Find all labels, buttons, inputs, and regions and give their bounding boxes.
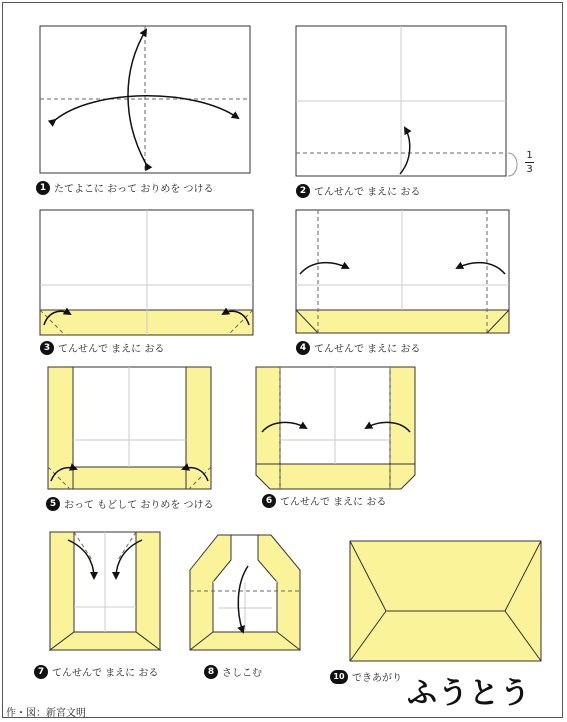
- step-10-text: できあがり: [352, 673, 402, 684]
- step-4-caption: [296, 340, 420, 355]
- step-1-diagram: [40, 26, 250, 173]
- step-3-text: てんせんで まえに おる: [58, 344, 165, 355]
- step-3-diagram: [40, 210, 253, 335]
- step-6-text: てんせんで まえに おる: [280, 497, 387, 508]
- step-4-number: 4: [296, 341, 310, 355]
- step-1-number: 1: [36, 181, 50, 195]
- step-4-diagram: [296, 210, 509, 333]
- step-8-number: 8: [204, 665, 218, 679]
- step-10-caption: [330, 669, 402, 684]
- step-1-caption: [36, 180, 214, 195]
- step-7-number: 7: [34, 665, 48, 679]
- step-2-text: てんせんで まえに おる: [314, 187, 421, 198]
- fraction-denominator: 3: [526, 164, 533, 175]
- fraction-one-third: [525, 150, 534, 175]
- step-2-caption: [296, 183, 420, 198]
- step-6-number: 6: [262, 494, 276, 508]
- author-credit: 作・図：新宮文明: [6, 708, 86, 719]
- step-5-text: おって もどして おりめを つける: [64, 500, 214, 511]
- step-5-caption: [46, 496, 214, 511]
- step-7-diagram: [50, 532, 160, 650]
- page-title: ふうとう: [407, 676, 531, 711]
- step-2-number: 2: [296, 184, 310, 198]
- step-1-text: たてよこに おって おりめを つける: [54, 184, 214, 195]
- step-7-caption: [34, 664, 158, 679]
- fraction-numerator: 1: [526, 150, 533, 161]
- step-8-diagram: [190, 535, 300, 650]
- step-5-diagram: [48, 367, 211, 489]
- step-5-number: 5: [46, 497, 60, 511]
- step-3-number: 3: [40, 341, 54, 355]
- step-8-caption: [204, 664, 262, 679]
- step-2-diagram: [296, 26, 517, 176]
- step-6-diagram: [256, 367, 415, 489]
- step-10-number: 10: [330, 670, 348, 684]
- step-6-caption: [262, 493, 386, 508]
- step-10-diagram: [350, 541, 541, 661]
- step-8-text: さしこむ: [222, 668, 262, 679]
- step-4-text: てんせんで まえに おる: [314, 344, 421, 355]
- step-7-text: てんせんで まえに おる: [52, 668, 159, 679]
- step-3-caption: [40, 340, 164, 355]
